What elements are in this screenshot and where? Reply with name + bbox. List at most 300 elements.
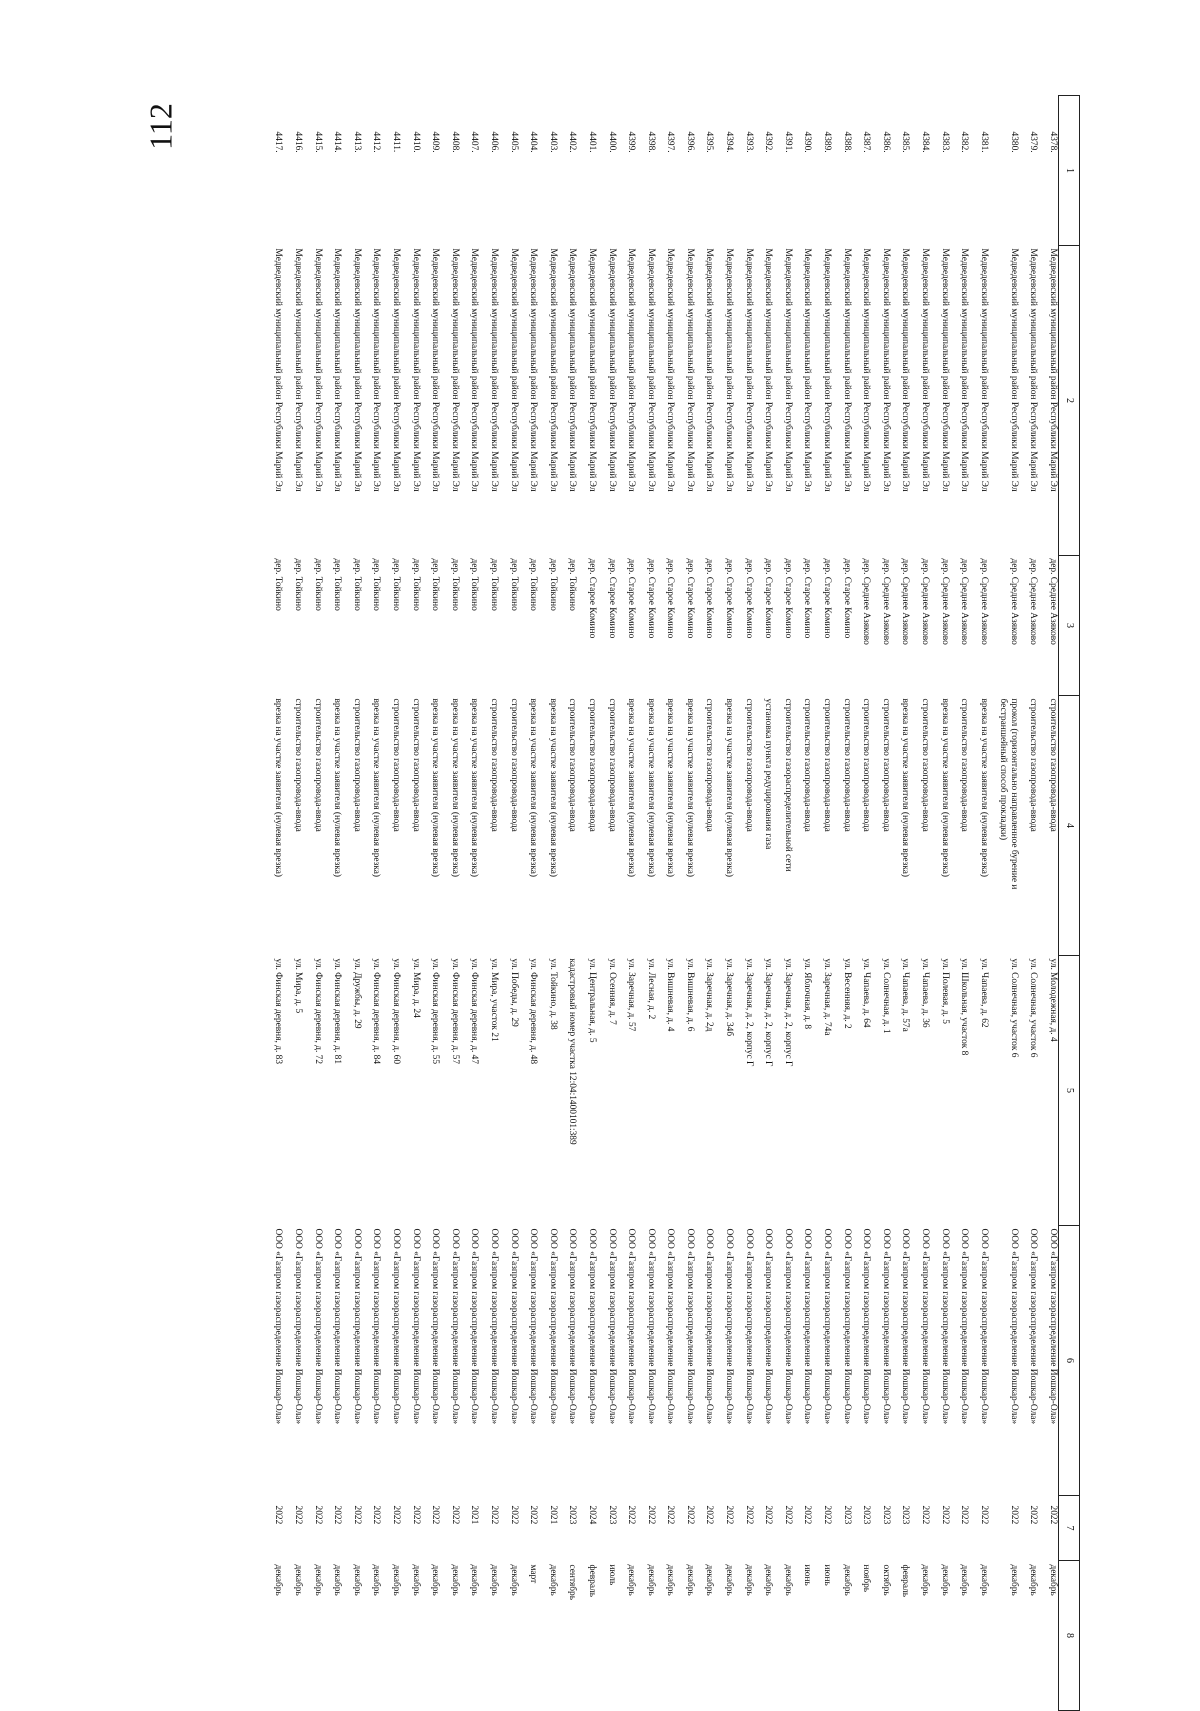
year-cell: 2022 [684, 1505, 695, 1525]
work-type-cell: строительство газопровода-ввода [841, 698, 852, 832]
month-cell: декабрь [469, 1564, 480, 1596]
organization-cell: ООО «Газпром газораспределение Йошкар-Ола» [606, 1228, 617, 1425]
table-row [734, 96, 754, 1711]
address-cell: ул. Центральная, д. 5 [586, 958, 597, 1043]
address-cell: ул. Мира, д. 5 [293, 958, 304, 1014]
row-number: 4391. [782, 131, 793, 153]
year-cell: 2022 [1008, 1505, 1019, 1525]
organization-cell: ООО «Газпром газораспределение Йошкар-Ола» [1048, 1228, 1058, 1425]
district-cell: Медведевский муниципальный район Республики Марий Эл [449, 248, 460, 492]
address-cell: ул. Финская деревня, д. 72 [312, 958, 323, 1065]
row-number: 4396. [684, 131, 695, 153]
col-header-4: 4 [1059, 696, 1080, 956]
row-number: 4386. [880, 131, 891, 153]
organization-cell: ООО «Газпром газораспределение Йошкар-Ола» [293, 1228, 304, 1425]
month-cell: декабрь [920, 1564, 931, 1596]
organization-cell: ООО «Газпром газораспределение Йошкар-Ола» [586, 1228, 597, 1425]
address-cell: ул. Мира, д. 24 [410, 958, 421, 1018]
work-type-cell: врезка на участке заявителя (нулевая врезка) [900, 698, 911, 878]
year-cell: 2022 [332, 1505, 343, 1525]
work-type-cell: строительство газопровода-ввода [586, 698, 597, 832]
month-cell: декабрь [351, 1564, 362, 1596]
month-cell: сентябрь [567, 1564, 578, 1600]
address-cell: ул. Чапаева, д. 36 [920, 958, 931, 1028]
settlement-cell: дер. Среднее Азяково [1048, 558, 1058, 645]
table-row [773, 96, 793, 1711]
organization-cell: ООО «Газпром газораспределение Йошкар-Ола» [626, 1228, 637, 1425]
table-row [499, 96, 519, 1711]
organization-cell: ООО «Газпром газораспределение Йошкар-Ола» [782, 1228, 793, 1425]
district-cell: Медведевский муниципальный район Республики Марий Эл [743, 248, 754, 492]
table-row [891, 96, 911, 1711]
month-cell: декабрь [430, 1564, 441, 1596]
work-type-cell: врезка на участке заявителя (нулевая врезка) [469, 698, 480, 878]
organization-cell: ООО «Газпром газораспределение Йошкар-Ола» [841, 1228, 852, 1425]
page-number: 112 [142, 103, 179, 150]
year-cell: 2022 [959, 1505, 970, 1525]
work-type-cell: врезка на участке заявителя (нулевая врезка) [684, 698, 695, 878]
work-type-cell: врезка на участке заявителя (нулевая врезка) [547, 698, 558, 878]
row-number: 4389. [822, 131, 833, 153]
month-cell: февраль [900, 1564, 911, 1598]
table-row [969, 96, 989, 1711]
settlement-cell: дер. Старое Комино [704, 558, 715, 639]
district-cell: Медведевский муниципальный район Республики Марий Эл [626, 248, 637, 492]
district-cell: Медведевский муниципальный район Республики Марий Эл [488, 248, 499, 492]
work-type-cell: строительство газопровода-ввода [410, 698, 421, 832]
settlement-cell: дер. Старое Комино [606, 558, 617, 639]
month-cell: июнь [802, 1564, 813, 1586]
address-cell: ул. Заречная, д. 34б [724, 958, 735, 1037]
table-row [812, 96, 832, 1711]
table-row [930, 96, 950, 1711]
work-type-cell: строительство газопровода-ввода [567, 698, 578, 832]
district-cell: Медведевский муниципальный район Республики Марий Эл [586, 248, 597, 492]
work-type-cell: врезка на участке заявителя (нулевая врезка) [724, 698, 735, 878]
address-cell: ул. Лесная, д. 2 [645, 958, 656, 1020]
district-cell: Медведевский муниципальный район Республики Марий Эл [1028, 248, 1039, 492]
row-number: 4398. [645, 131, 656, 153]
row-number: 4388. [841, 131, 852, 153]
year-cell: 2022 [822, 1505, 833, 1525]
district-cell: Медведевский муниципальный район Республики Марий Эл [782, 248, 793, 492]
district-cell: Медведевский муниципальный район Республики Марий Эл [508, 248, 519, 492]
table-row [1019, 96, 1039, 1711]
organization-cell: ООО «Газпром газораспределение Йошкар-Ола» [861, 1228, 872, 1425]
address-cell: ул. Мира, участок 21 [488, 958, 499, 1042]
row-number: 4401. [586, 131, 597, 153]
settlement-cell: дер. Тойкино [312, 558, 323, 611]
year-cell: 2022 [293, 1505, 304, 1525]
district-cell: Медведевский муниципальный район Республики Марий Эл [802, 248, 813, 492]
year-cell: 2023 [841, 1505, 852, 1525]
address-cell: кадастровый номер участка 12:04:1400101:389 [567, 958, 578, 1145]
settlement-cell: дер. Тойкино [273, 558, 284, 611]
settlement-cell: дер. Старое Комино [743, 558, 754, 639]
table-row [362, 96, 382, 1711]
table-row [754, 96, 774, 1711]
work-type-cell: врезка на участке заявителя (нулевая врезка) [528, 698, 539, 878]
work-type-cell: врезка на участке заявителя (нулевая врезка) [665, 698, 676, 878]
year-cell: 2022 [1048, 1505, 1058, 1525]
row-number: 4408. [449, 131, 460, 153]
district-cell: Медведевский муниципальный район Республики Марий Эл [920, 248, 931, 492]
work-type-cell: врезка на участке заявителя (нулевая врезка) [430, 698, 441, 878]
row-number: 4380. [1008, 131, 1019, 153]
address-cell: ул. Финская деревня, д. 83 [273, 958, 284, 1065]
district-cell: Медведевский муниципальный район Республики Марий Эл [978, 248, 989, 492]
organization-cell: ООО «Газпром газораспределение Йошкар-Ола» [822, 1228, 833, 1425]
settlement-cell: дер. Старое Комино [782, 558, 793, 639]
month-cell: декабрь [684, 1564, 695, 1596]
year-cell: 2022 [782, 1505, 793, 1525]
work-type-cell: строительство газопровода-ввода [293, 698, 304, 832]
month-cell: декабрь [743, 1564, 754, 1596]
settlement-cell: дер. Тойкино [567, 558, 578, 611]
row-number: 4410. [410, 131, 421, 153]
table-body [264, 96, 1059, 1711]
year-cell: 2023 [606, 1505, 617, 1525]
year-cell: 2022 [391, 1505, 401, 1525]
year-cell: 2022 [449, 1505, 460, 1525]
address-cell: ул. Финская деревня, д. 84 [371, 958, 382, 1065]
table-row [519, 96, 539, 1711]
address-cell: ул. Финская деревня, д. 60 [391, 958, 401, 1065]
address-cell: ул. Заречная, д. 2, корпус Г [743, 958, 754, 1067]
row-number: 4400. [606, 131, 617, 153]
work-type-cell: строительство газопровода-ввода [606, 698, 617, 832]
table-row [656, 96, 676, 1711]
year-cell: 2022 [351, 1505, 362, 1525]
table-header-row [1059, 96, 1080, 1711]
organization-cell: ООО «Газпром газораспределение Йошкар-Ола» [508, 1228, 519, 1425]
settlement-cell: дер. Среднее Азяково [900, 558, 911, 645]
month-cell: июнь [822, 1564, 833, 1586]
address-cell: ул. Школьная, участок 8 [959, 958, 970, 1056]
district-cell: Медведевский муниципальный район Республики Марий Эл [939, 248, 950, 492]
year-cell: 2021 [469, 1505, 480, 1525]
row-number: 4415. [312, 131, 323, 153]
settlement-cell: дер. Тойкино [508, 558, 519, 611]
table-row [950, 96, 970, 1711]
address-cell: ул. Осенняя, д. 7 [606, 958, 617, 1025]
district-cell: Медведевский муниципальный район Республики Марий Эл [351, 248, 362, 492]
work-type-cell: строительство газопровода-ввода [880, 698, 891, 832]
settlement-cell: дер. Среднее Азяково [861, 558, 872, 645]
address-cell: ул. Чапаева, д. 64 [861, 958, 872, 1028]
district-cell: Медведевский муниципальный район Республики Марий Эл [332, 248, 343, 492]
work-type-cell: врезка на участке заявителя (нулевая врезка) [626, 698, 637, 878]
settlement-cell: дер. Тойкино [410, 558, 421, 611]
work-type-cell: строительство газопровода-ввода [959, 698, 970, 832]
month-cell: декабрь [332, 1564, 343, 1596]
settlement-cell: дер. Тойкино [469, 558, 480, 611]
work-type-cell: врезка на участке заявителя (нулевая врезка) [939, 698, 950, 878]
settlement-cell: дер. Тойкино [351, 558, 362, 611]
month-cell: декабрь [1008, 1564, 1019, 1596]
address-cell: ул. Солнечная, участок 6 [1008, 958, 1019, 1058]
organization-cell: ООО «Газпром газораспределение Йошкар-Ола» [743, 1228, 754, 1425]
address-cell: ул. Яблочная, д. 8 [802, 958, 813, 1030]
month-cell: декабрь [488, 1564, 499, 1596]
row-number: 4409. [430, 131, 441, 153]
col-header-8: 8 [1059, 1561, 1080, 1711]
table-row [852, 96, 872, 1711]
organization-cell: ООО «Газпром газораспределение Йошкар-Ола» [273, 1228, 284, 1425]
organization-cell: ООО «Газпром газораспределение Йошкар-Ола» [371, 1228, 382, 1425]
organization-cell: ООО «Газпром газораспределение Йошкар-Ола» [469, 1228, 480, 1425]
district-cell: Медведевский муниципальный район Республики Марий Эл [959, 248, 970, 492]
col-header-5: 5 [1059, 956, 1080, 1226]
organization-cell: ООО «Газпром газораспределение Йошкар-Ола» [959, 1228, 970, 1425]
year-cell: 2022 [724, 1505, 735, 1525]
address-cell: ул. Финская деревня, д. 81 [332, 958, 343, 1065]
row-number: 4382. [959, 131, 970, 153]
organization-cell: ООО «Газпром газораспределение Йошкар-Ола» [900, 1228, 911, 1425]
work-type-cell: врезка на участке заявителя (нулевая врезка) [449, 698, 460, 878]
row-number: 4407. [469, 131, 480, 153]
month-cell: декабрь [1048, 1564, 1058, 1596]
organization-cell: ООО «Газпром газораспределение Йошкар-Ола» [567, 1228, 578, 1425]
work-type-cell: врезка на участке заявителя (нулевая врезка) [978, 698, 989, 878]
work-type-cell: строительство газопровода-ввода [351, 698, 362, 832]
row-number: 4390. [802, 131, 813, 153]
row-number: 4397. [665, 131, 676, 153]
district-cell: Медведевский муниципальный район Республики Марий Эл [645, 248, 656, 492]
year-cell: 2022 [528, 1505, 539, 1525]
year-cell: 2022 [802, 1505, 813, 1525]
settlement-cell: дер. Старое Комино [626, 558, 637, 639]
settlement-cell: дер. Старое Комино [763, 558, 774, 639]
organization-cell: ООО «Газпром газораспределение Йошкар-Ола» [410, 1228, 421, 1425]
year-cell: 2022 [763, 1505, 774, 1525]
address-cell: ул. Весенняя, д. 2 [841, 958, 852, 1029]
table-row [479, 96, 499, 1711]
month-cell: февраль [586, 1564, 597, 1598]
row-number: 4416. [293, 131, 304, 153]
year-cell: 2024 [586, 1505, 597, 1525]
work-type-cell: строительство газопровода-ввода [861, 698, 872, 832]
rotated-table-wrapper [185, 95, 1080, 1710]
settlement-cell: дер. Старое Комино [586, 558, 597, 639]
month-cell: декабрь [1028, 1564, 1039, 1596]
year-cell: 2022 [508, 1505, 519, 1525]
row-number: 4412. [371, 131, 382, 153]
address-cell: ул. Полевая, д. 5 [939, 958, 950, 1024]
row-number: 4399. [626, 131, 637, 153]
year-cell: 2022 [430, 1505, 441, 1525]
organization-cell: ООО «Газпром газораспределение Йошкар-Ола» [488, 1228, 499, 1425]
district-cell: Медведевский муниципальный район Республики Марий Эл [724, 248, 735, 492]
month-cell: декабрь [763, 1564, 774, 1596]
year-cell: 2022 [743, 1505, 754, 1525]
address-cell: ул. Вишневая, д. 6 [684, 958, 695, 1032]
table-row [910, 96, 930, 1711]
organization-cell: ООО «Газпром газораспределение Йошкар-Ола» [332, 1228, 343, 1425]
district-cell: Медведевский муниципальный район Республики Марий Эл [371, 248, 382, 492]
organization-cell: ООО «Газпром газораспределение Йошкар-Ола» [802, 1228, 813, 1425]
month-cell: март [528, 1564, 539, 1584]
address-cell: ул. Солнечная, д. 1 [880, 958, 891, 1034]
settlement-cell: дер. Тойкино [449, 558, 460, 611]
settlement-cell: дер. Старое Комино [841, 558, 852, 639]
address-cell: ул. Вишневая, д. 4 [665, 958, 676, 1032]
month-cell: октябрь [880, 1564, 891, 1596]
district-cell: Медведевский муниципальный район Республики Марий Эл [293, 248, 304, 492]
district-cell: Медведевский муниципальный район Республики Марий Эл [841, 248, 852, 492]
table-row [440, 96, 460, 1711]
organization-cell: ООО «Газпром газораспределение Йошкар-Ола» [1028, 1228, 1039, 1425]
organization-cell: ООО «Газпром газораспределение Йошкар-Ола» [449, 1228, 460, 1425]
row-number: 4413. [351, 131, 362, 153]
table-row [303, 96, 323, 1711]
organization-cell: ООО «Газпром газораспределение Йошкар-Ола» [547, 1228, 558, 1425]
row-number: 4406. [488, 131, 499, 153]
month-cell: декабрь [665, 1564, 676, 1596]
month-cell: декабрь [939, 1564, 950, 1596]
table-row [715, 96, 735, 1711]
settlement-cell: дер. Среднее Азяково [1028, 558, 1039, 645]
settlement-cell: дер. Старое Комино [645, 558, 656, 639]
settlement-cell: дер. Старое Комино [802, 558, 813, 639]
organization-cell: ООО «Газпром газораспределение Йошкар-Ола» [763, 1228, 774, 1425]
year-cell: 2022 [978, 1505, 989, 1525]
work-type-cell: врезка на участке заявителя (нулевая врезка) [273, 698, 284, 878]
district-cell: Медведевский муниципальный район Республики Марий Эл [880, 248, 891, 492]
settlement-cell: дер. Среднее Азяково [959, 558, 970, 645]
row-number: 4384. [920, 131, 931, 153]
settlement-cell: дер. Старое Комино [665, 558, 676, 639]
month-cell: декабрь [508, 1564, 519, 1596]
work-type-cell: строительство газопровода-ввода [312, 698, 323, 832]
col-header-2: 2 [1059, 246, 1080, 556]
district-cell: Медведевский муниципальный район Республики Марий Эл [312, 248, 323, 492]
table-row [636, 96, 656, 1711]
row-number: 4383. [939, 131, 950, 153]
year-cell: 2023 [567, 1505, 578, 1525]
table-row [421, 96, 441, 1711]
table-row [1038, 96, 1058, 1711]
year-cell: 2021 [547, 1505, 558, 1525]
settlement-cell: дер. Старое Комино [822, 558, 833, 639]
work-type-cell: строительство газопровода-ввода [704, 698, 715, 832]
organization-cell: ООО «Газпром газораспределение Йошкар-Ола» [351, 1228, 362, 1425]
work-type-cell: установка пункта редуцирования газа [763, 698, 774, 850]
district-cell: Медведевский муниципальный район Республики Марий Эл [528, 248, 539, 492]
table-row [323, 96, 343, 1711]
month-cell: ноябрь [861, 1564, 872, 1593]
table-row [989, 96, 1019, 1711]
row-number: 4403. [547, 131, 558, 153]
month-cell: декабрь [841, 1564, 852, 1596]
table-row [264, 96, 284, 1711]
month-cell: декабрь [312, 1564, 323, 1596]
settlement-cell: дер. Среднее Азяково [939, 558, 950, 645]
address-cell: ул. Заречная, д. 74а [822, 958, 833, 1036]
settlement-cell: дер. Тойкино [488, 558, 499, 611]
settlement-cell: дер. Тойкино [391, 558, 401, 611]
gasification-table [264, 95, 1080, 1711]
work-type-cell: строительство газопровода-ввода [1028, 698, 1039, 832]
work-type-cell: строительство газопровода-ввода [822, 698, 833, 832]
year-cell: 2022 [920, 1505, 931, 1525]
address-cell: ул. Финская деревня, д. 48 [528, 958, 539, 1065]
year-cell: 2022 [645, 1505, 656, 1525]
address-cell: ул. Дружбы, д. 29 [351, 958, 362, 1029]
work-type-cell: строительство газопровода-ввода [920, 698, 931, 832]
district-cell: Медведевский муниципальный район Республики Марий Эл [469, 248, 480, 492]
table-row [283, 96, 303, 1711]
district-cell: Медведевский муниципальный район Республики Марий Эл [391, 248, 401, 492]
table-row [597, 96, 617, 1711]
row-number: 4414. [332, 131, 343, 153]
address-cell: ул. Заречная, д. 57 [626, 958, 637, 1032]
district-cell: Медведевский муниципальный район Республики Марий Эл [273, 248, 284, 492]
row-number: 4393. [743, 131, 754, 153]
table-row [460, 96, 480, 1711]
year-cell: 2022 [704, 1505, 715, 1525]
row-number: 4385. [900, 131, 911, 153]
settlement-cell: дер. Среднее Азяково [880, 558, 891, 645]
district-cell: Медведевский муниципальный район Республики Марий Эл [1048, 248, 1058, 492]
year-cell: 2023 [900, 1505, 911, 1525]
district-cell: Медведевский муниципальный район Республики Марий Эл [606, 248, 617, 492]
row-number: 4405. [508, 131, 519, 153]
row-number: 4411. [391, 131, 401, 153]
district-cell: Медведевский муниципальный район Республики Марий Эл [665, 248, 676, 492]
table-row [617, 96, 637, 1711]
address-cell: ул. Финская деревня, д. 57 [449, 958, 460, 1065]
work-type-cell: строительство газопровода-ввода [1048, 698, 1058, 832]
table-row [832, 96, 852, 1711]
year-cell: 2022 [665, 1505, 676, 1525]
work-type-cell: врезка на участке заявителя (нулевая врезка) [645, 698, 656, 878]
month-cell: декабрь [273, 1564, 284, 1596]
district-cell: Медведевский муниципальный район Республики Марий Эл [1008, 248, 1019, 492]
month-cell: декабрь [293, 1564, 304, 1596]
table-row [558, 96, 578, 1711]
row-number: 4381. [978, 131, 989, 153]
row-number: 4404. [528, 131, 539, 153]
work-type-cell: строительство газопровода-ввода [743, 698, 754, 832]
settlement-cell: дер. Среднее Азяково [978, 558, 989, 645]
address-cell: ул. Заречная, д. 2, корпус Г [782, 958, 793, 1067]
district-cell: Медведевский муниципальный район Республики Марий Эл [547, 248, 558, 492]
settlement-cell: дер. Тойкино [371, 558, 382, 611]
work-type-cell: строительство газопровода-ввода [391, 698, 401, 832]
row-number: 4402. [567, 131, 578, 153]
district-cell: Медведевский муниципальный район Республики Марий Эл [430, 248, 441, 492]
year-cell: 2022 [488, 1505, 499, 1525]
col-header-7: 7 [1059, 1496, 1080, 1561]
address-cell: ул. Финская деревня, д. 47 [469, 958, 480, 1065]
address-cell: ул. Чапаева, д. 57а [900, 958, 911, 1032]
settlement-cell: дер. Тойкино [430, 558, 441, 611]
work-type-cell: строительство газораспределительной сети [782, 698, 793, 872]
settlement-cell: дер. Тойкино [332, 558, 343, 611]
district-cell: Медведевский муниципальный район Республики Марий Эл [822, 248, 833, 492]
year-cell: 2022 [410, 1505, 421, 1525]
table-row [381, 96, 401, 1711]
district-cell: Медведевский муниципальный район Республики Марий Эл [763, 248, 774, 492]
row-number: 4394. [724, 131, 735, 153]
table-row [675, 96, 695, 1711]
table-row [577, 96, 597, 1711]
address-cell: ул. Финская деревня, д. 55 [430, 958, 441, 1065]
month-cell: декабрь [547, 1564, 558, 1596]
month-cell: декабрь [391, 1564, 401, 1596]
year-cell: 2023 [880, 1505, 891, 1525]
